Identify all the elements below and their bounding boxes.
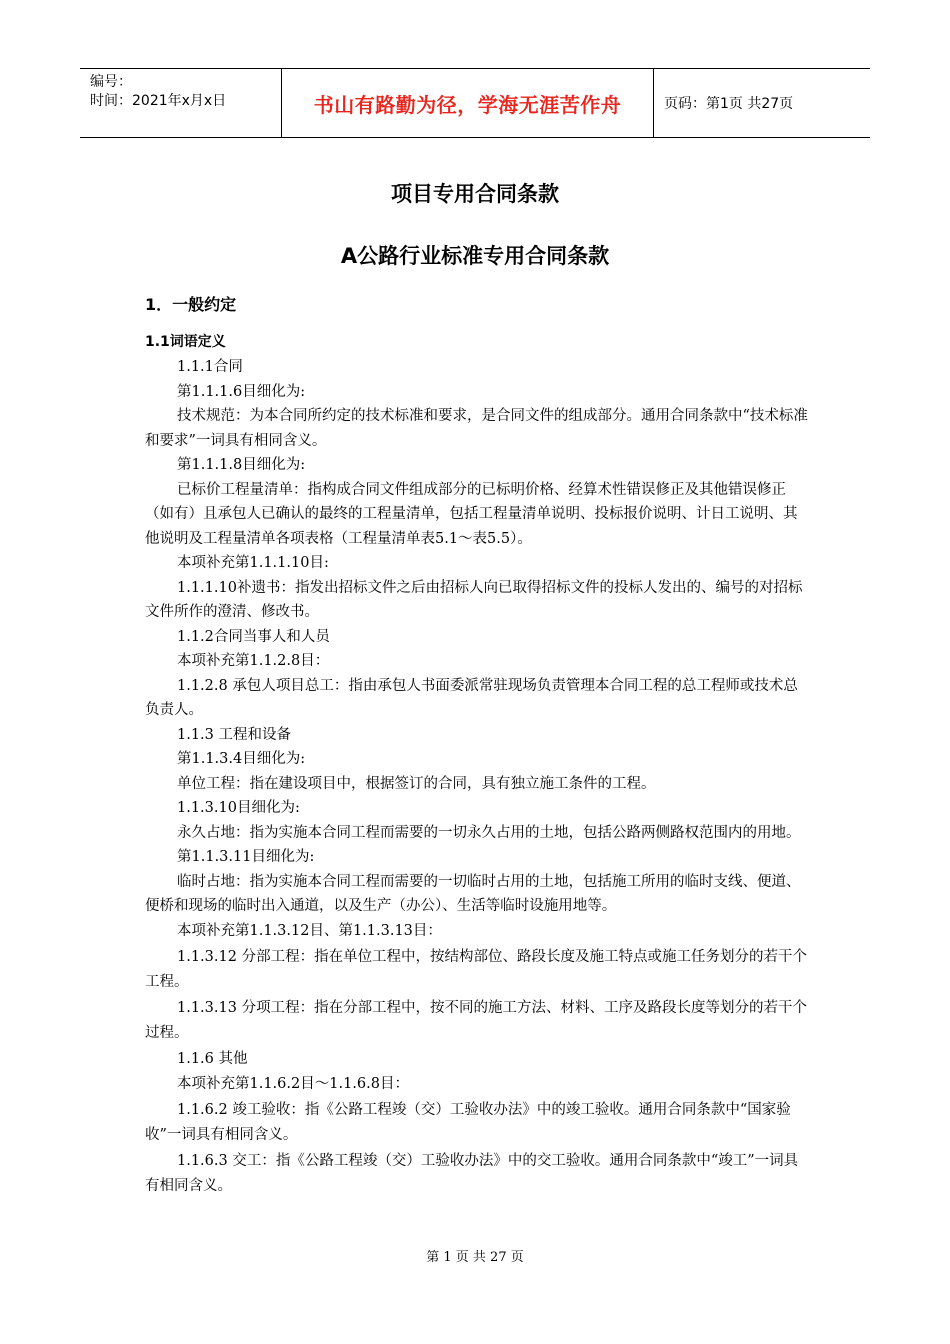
paragraph: 1.1.6 其他 bbox=[177, 1051, 248, 1067]
document-subtitle: A公路行业标准专用合同条款 bbox=[340, 244, 610, 268]
paragraph: 技术规范：为本合同所约定的技术标准和要求，是合同文件的组成部分。通用合同条款中“技术标准和要求”一词具有相同含义。 bbox=[145, 408, 808, 449]
page-footer: 第 1 页 共 27 页 bbox=[426, 1250, 524, 1265]
paragraph: 1.1.3.12 分部工程：指在单位工程中，按结构部位、路段长度及施工特点或施工任务划分的若干个工程。 bbox=[145, 949, 808, 990]
document-date: 时间：2021年x月x日 bbox=[90, 93, 227, 109]
header-page-info: 页码：第1页 共27页 bbox=[664, 96, 794, 112]
paragraph: 本项补充第1.1.3.12目、第1.1.3.13目： bbox=[177, 922, 442, 939]
body-text bbox=[145, 355, 810, 1198]
paragraph: 1.1.3.10目细化为: bbox=[177, 800, 300, 816]
paragraph: 第1.1.3.4目细化为: bbox=[177, 751, 306, 767]
paragraph: 本项补充第1.1.1.10目: bbox=[177, 555, 329, 571]
header-meta bbox=[80, 69, 282, 137]
paragraph: 永久占地：指为实施本合同工程而需要的一切永久占用的土地，包括公路两侧路权范围内的用地。 bbox=[177, 824, 801, 841]
paragraph: 本项补充第1.1.6.2目～1.1.6.8目： bbox=[177, 1075, 409, 1092]
paragraph: 1.1.2.8 承包人项目总工：指由承包人书面委派常驻现场负责管理本合同工程的总工程师或技术总负责人。 bbox=[145, 677, 798, 718]
section-heading: 1．一般约定 bbox=[145, 295, 237, 314]
paragraph: 第1.1.1.6目细化为: bbox=[177, 383, 306, 400]
header-motto-cell bbox=[282, 69, 654, 137]
paragraph: 1.1.3 工程和设备 bbox=[177, 726, 292, 743]
paragraph: 第1.1.3.11目细化为: bbox=[177, 849, 315, 865]
document-title: 项目专用合同条款 bbox=[391, 182, 559, 206]
document-number-label: 编号： bbox=[90, 74, 132, 90]
paragraph: 本项补充第1.1.2.8目： bbox=[177, 653, 330, 669]
paragraph: 第1.1.1.8目细化为: bbox=[177, 457, 306, 473]
paragraph: 1.1.6.2 竣工验收：指《公路工程竣（交）工验收办法》中的竣工验收。通用合同条款中“国家验收”一词具有相同含义。 bbox=[145, 1102, 791, 1143]
subsection-heading: 1.1词语定义 bbox=[145, 334, 226, 350]
paragraph: 临时占地：指为实施本合同工程而需要的一切临时占用的土地，包括施工所用的临时支线、便道、便桥和现场的临时出入通道，以及生产（办公）、生活等临时设施用地等。 bbox=[145, 873, 801, 914]
header-table bbox=[80, 68, 870, 138]
paragraph: 单位工程：指在建设项目中，根据签订的合同，具有独立施工条件的工程。 bbox=[177, 775, 656, 792]
paragraph: 1.1.1合同 bbox=[177, 359, 243, 375]
paragraph: 1.1.3.13 分项工程：指在分部工程中，按不同的施工方法、材料、工序及路段长度等划分的若干个过程。 bbox=[145, 1000, 808, 1041]
paragraph: 1.1.6.3 交工：指《公路工程竣（交）工验收办法》中的交工验收。通用合同条款中“竣工”一词具有相同含义。 bbox=[145, 1153, 799, 1194]
paragraph: 1.1.1.10补遗书：指发出招标文件之后由招标人向已取得招标文件的投标人发出的、编号的对招标文件所作的澄清、修改书。 bbox=[145, 579, 803, 620]
paragraph: 1.1.2合同当事人和人员 bbox=[177, 628, 330, 645]
paragraph: 已标价工程量清单：指构成合同文件组成部分的已标明价格、经算术性错误修正及其他错误修正（如有）且承包人已确认的最终的工程量清单，包括工程量清单说明、投标报价说明、计日工说明、其他说明及工程量清单各项表格（工程量清单表5.1～表5.5）。 bbox=[145, 481, 798, 547]
header-motto: 书山有路勤为径，学海无涯苦作舟 bbox=[313, 92, 622, 117]
